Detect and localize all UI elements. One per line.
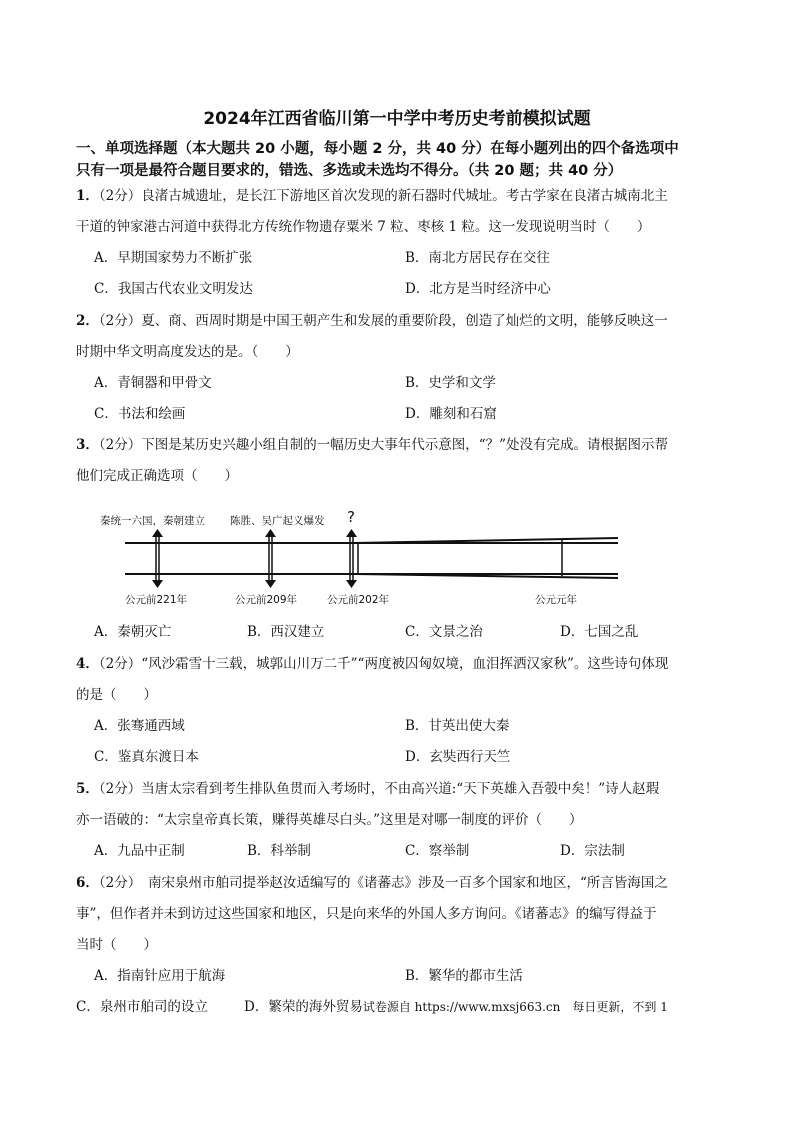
- question-6-option-d[interactable]: D．繁荣的海外贸易: [244, 999, 363, 1015]
- question-6-option-d-line: [244, 997, 668, 1017]
- timeline-date-209bc: 公元前209年: [235, 594, 298, 606]
- question-5-option-d[interactable]: D．宗法制: [560, 843, 625, 859]
- question-5-number: 5．: [76, 781, 99, 797]
- question-1-number: 1．: [76, 188, 99, 204]
- question-1-line-1: 1．（2分）良渚古城遗址，是长江下游地区首次发现的新石器时代城址。考古学家在良渚古城南北主: [76, 188, 668, 204]
- question-5-line-2: 亦一语破的：“太宗皇帝真长策，赚得英雄尽白头。”这里是对哪一制度的评价（ ）: [76, 812, 583, 828]
- question-4-line-1: 4．（2分）“风沙霜雪十三载，城郭山川万二千”“两度被囚匈奴境，血泪挥洒汉家秋”。这些诗句体现: [76, 656, 669, 672]
- question-6-option-b[interactable]: B．繁华的都市生活: [405, 968, 523, 984]
- question-3-line-1: 3．（2分）下图是某历史兴趣小组自制的一幅历史大事年代示意图，“？”处没有完成。请根据图示帮: [76, 437, 669, 453]
- timeline-date-ad1: 公元元年: [535, 594, 577, 606]
- question-4-number: 4．: [76, 656, 99, 672]
- timeline-event-chen-sheng-uprising: 陈胜、吴广起义爆发: [230, 515, 325, 527]
- source-watermark: 试卷源自 https://www.mxsj663.cn 每日更新，不到 1: [362, 1000, 668, 1014]
- question-2-number: 2．: [76, 313, 99, 329]
- question-4-option-d[interactable]: D．玄奘西行天竺: [405, 749, 511, 765]
- timeline-marker-221bc: [152, 529, 163, 588]
- question-3-option-a[interactable]: A．秦朝灭亡: [94, 624, 172, 640]
- question-2-line-2: 时期中华文明高度发达的是。（ ）: [76, 344, 299, 360]
- question-2-option-c[interactable]: C．书法和绘画: [94, 406, 186, 422]
- question-1-option-c[interactable]: C．我国古代农业文明发达: [94, 281, 253, 297]
- question-6-line-2: 事”，但作者并未到访过这些国家和地区，只是向来华的外国人多方询问。《诸蕃志》的编写得益于: [76, 906, 657, 922]
- question-6-line-3: 当时（ ）: [76, 937, 157, 953]
- question-1-option-b[interactable]: B．南北方居民存在交往: [405, 250, 550, 266]
- section-instructions-line-1: 一、单项选择题（本大题共 20 小题，每小题 2 分，共 40 分）在每小题列出的四个备选项中: [76, 141, 679, 157]
- question-3-line-2: 他们完成正确选项（ ）: [76, 468, 238, 484]
- timeline-marker-202bc: [346, 529, 358, 588]
- question-2-option-d[interactable]: D．雕刻和石窟: [405, 406, 497, 422]
- question-2-line-1: 2．（2分）夏、商、西周时期是中国王朝产生和发展的重要阶段，创造了灿烂的文明，能够反映这一: [76, 313, 668, 329]
- timeline-figure: [90, 505, 730, 613]
- question-4-option-b[interactable]: B．甘英出使大秦: [405, 718, 510, 734]
- question-4-option-a[interactable]: A．张骞通西域: [94, 718, 185, 734]
- question-4-line-2: 的是（ ）: [76, 687, 157, 703]
- question-2-option-a[interactable]: A．青铜器和甲骨文: [94, 375, 212, 391]
- question-6-option-c[interactable]: C．泉州市舶司的设立: [76, 999, 208, 1015]
- question-6-number: 6．: [76, 875, 99, 891]
- question-3-option-c[interactable]: C．文景之治: [405, 624, 483, 640]
- page-title: 2024年江西省临川第一中学中考历史考前模拟试题: [203, 109, 591, 129]
- timeline-date-221bc: 公元前221年: [125, 594, 188, 606]
- question-5-option-a[interactable]: A．九品中正制: [94, 843, 185, 859]
- timeline-event-unknown: ?: [347, 508, 355, 526]
- question-2-option-b[interactable]: B．史学和文学: [405, 375, 496, 391]
- question-3-number: 3．: [76, 437, 99, 453]
- question-3-option-b[interactable]: B．西汉建立: [247, 624, 325, 640]
- question-1-option-a[interactable]: A．早期国家势力不断扩张: [94, 250, 253, 266]
- question-4-option-c[interactable]: C．鉴真东渡日本: [94, 749, 199, 765]
- timeline-marker-209bc: [265, 529, 276, 588]
- question-5-line-1: 5．（2分）当唐太宗看到考生排队鱼贯而入考场时，不由高兴道:“天下英雄入吾彀中矣！”诗人赵瑕: [76, 781, 660, 797]
- timeline-event-qin-unification: 秦统一六国，秦朝建立: [100, 515, 205, 527]
- question-6-line-1: 6．（2分） 南宋泉州市舶司提举赵汝适编写的《诸蕃志》涉及一百多个国家和地区，“所言皆海国之: [76, 875, 668, 891]
- question-5-option-c[interactable]: C．察举制: [405, 843, 470, 859]
- question-1-line-2: 干道的钟家港古河道中获得北方传统作物遗存粟米 7 粒、枣核 1 粒。这一发现说明当时（ ）: [76, 219, 651, 235]
- section-instructions-line-2: 只有一项是最符合题目要求的，错选、多选或未选均不得分。（共 20 题；共 40 分）: [76, 163, 623, 179]
- timeline-date-202bc: 公元前202年: [327, 594, 390, 606]
- question-6-option-a[interactable]: A．指南针应用于航海: [94, 968, 226, 984]
- question-5-option-b[interactable]: B．科举制: [247, 843, 311, 859]
- question-1-option-d[interactable]: D．北方是当时经济中心: [405, 281, 551, 297]
- question-3-option-d[interactable]: D．七国之乱: [560, 624, 639, 640]
